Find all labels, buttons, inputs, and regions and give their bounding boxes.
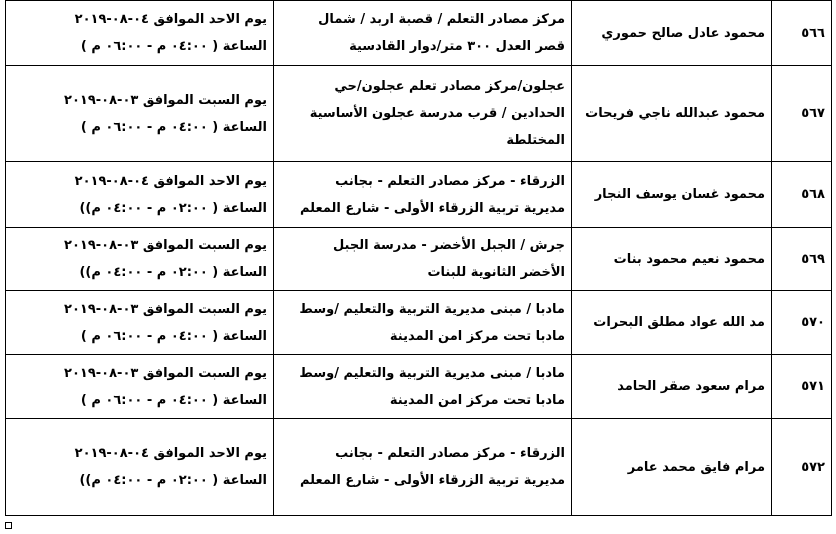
date-line: يوم الاحد الموافق ٠٤-٠٨-٢٠١٩: [74, 173, 267, 189]
row-number: ٥٦٦: [772, 1, 832, 66]
table-row: [6, 291, 832, 355]
date-line: يوم السبت الموافق ٠٣-٠٨-٢٠١٩: [64, 301, 267, 317]
exam-location: [274, 291, 572, 355]
row-number: ٥٧٠: [772, 291, 832, 355]
location-line: عجلون/مركز مصادر تعلم عجلون/حي: [334, 79, 565, 94]
table-row: [6, 355, 832, 419]
exam-date-time: [6, 162, 274, 228]
table-row: [6, 228, 832, 291]
date-line: يوم الاحد الموافق ٠٤-٠٨-٢٠١٩: [74, 446, 267, 461]
exam-date-time: [6, 1, 274, 66]
location-line: الزرقاء - مركز مصادر التعلم - بجانب: [335, 446, 565, 461]
exam-location: [274, 162, 572, 228]
time-line: الساعة ( ٠٢:٠٠ م - ٠٤:٠٠ م)): [79, 200, 267, 216]
location-line: مركز مصادر التعلم / قصبة اربد / شمال: [318, 12, 565, 27]
row-number: ٥٦٨: [772, 162, 832, 228]
date-line: يوم السبت الموافق ٠٣-٠٨-٢٠١٩: [64, 365, 267, 381]
row-number: ٥٦٩: [772, 228, 832, 291]
location-line: المختلطة: [506, 133, 565, 148]
location-line: مادبا تحت مركز امن المدينة: [389, 328, 565, 344]
table-row: [6, 1, 832, 66]
exam-date-time: [6, 419, 274, 516]
location-line: مديرية تربية الزرقاء الأولى - شارع المعلم: [299, 200, 565, 216]
row-number: ٥٧١: [772, 355, 832, 419]
date-line: يوم السبت الموافق ٠٣-٠٨-٢٠١٩: [64, 238, 267, 253]
paragraph-mark: [5, 522, 12, 529]
exam-location: [274, 1, 572, 66]
student-name: مرام سعود صقر الحامد: [572, 355, 772, 419]
location-line: الزرقاء - مركز مصادر التعلم - بجانب: [335, 173, 565, 189]
date-line: يوم الاحد الموافق ٠٤-٠٨-٢٠١٩: [74, 12, 267, 27]
location-line: مادبا تحت مركز امن المدينة: [389, 392, 565, 408]
exam-location: [274, 419, 572, 516]
location-line: الحدادين / قرب مدرسة عجلون الأساسية: [309, 106, 565, 121]
row-number: ٥٧٢: [772, 419, 832, 516]
time-line: الساعة ( ٠٤:٠٠ م - ٠٦:٠٠ م ): [80, 328, 267, 344]
student-name: محمود نعيم محمود بنات: [572, 228, 772, 291]
exam-date-time: [6, 355, 274, 419]
student-name: محمود عبدالله ناجي فريحات: [572, 66, 772, 162]
table-row: [6, 162, 832, 228]
row-number: ٥٦٧: [772, 66, 832, 162]
exam-location: [274, 228, 572, 291]
exam-schedule-table: [5, 0, 832, 516]
exam-location: [274, 355, 572, 419]
student-name: محمود عادل صالح حموري: [572, 1, 772, 66]
table-row: [6, 66, 832, 162]
exam-date-time: [6, 228, 274, 291]
location-line: مادبا / مبنى مديرية التربية والتعليم /وسط: [299, 301, 565, 317]
location-line: مديرية تربية الزرقاء الأولى - شارع المعلم: [299, 473, 565, 488]
exam-date-time: [6, 291, 274, 355]
location-line: قصر العدل ٣٠٠ متر/دوار القادسية: [349, 39, 565, 54]
date-line: يوم السبت الموافق ٠٣-٠٨-٢٠١٩: [64, 92, 267, 108]
time-line: الساعة ( ٠٤:٠٠ م - ٠٦:٠٠ م ): [80, 392, 267, 408]
time-line: الساعة ( ٠٢:٠٠ م - ٠٤:٠٠ م)): [79, 265, 267, 280]
exam-date-time: [6, 66, 274, 162]
student-name: محمود غسان يوسف النجار: [572, 162, 772, 228]
student-name: مرام فايق محمد عامر: [572, 419, 772, 516]
table-row: [6, 419, 832, 516]
exam-location: [274, 66, 572, 162]
time-line: الساعة ( ٠٤:٠٠ م - ٠٦:٠٠ م ): [80, 39, 267, 54]
time-line: الساعة ( ٠٢:٠٠ م - ٠٤:٠٠ م)): [79, 473, 267, 488]
location-line: مادبا / مبنى مديرية التربية والتعليم /وسط: [299, 365, 565, 381]
student-name: مد الله عواد مطلق البحرات: [572, 291, 772, 355]
location-line: جرش / الجبل الأخضر - مدرسة الجبل: [332, 238, 565, 253]
time-line: الساعة ( ٠٤:٠٠ م - ٠٦:٠٠ م ): [80, 119, 267, 135]
location-line: الأخضر الثانوية للبنات: [427, 265, 565, 280]
